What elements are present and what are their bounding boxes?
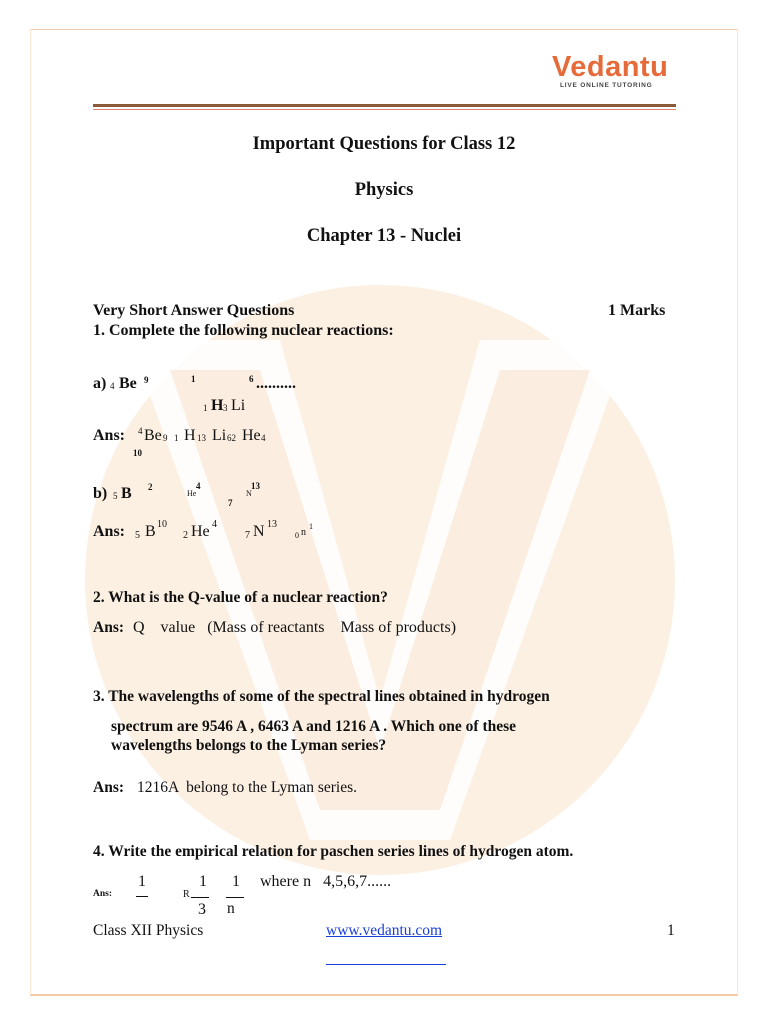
q1b-seven: 7 (228, 498, 233, 508)
q4-fraction-bar-1 (136, 896, 148, 897)
q1a-sup1: 1 (191, 374, 196, 384)
q1b-thirteen: 13 (251, 481, 260, 491)
q1a-h-sub: 1 (203, 403, 208, 413)
q1a-dots: .......... (256, 375, 296, 392)
q1a-li: Li (231, 397, 246, 414)
ans-b-s4: 4 (212, 519, 217, 530)
q1a-answer-label: Ans: (93, 427, 126, 444)
q1b-four: 4 (196, 481, 201, 491)
q1b-n: N (246, 489, 252, 498)
q2-answer-label: Ans: (93, 619, 125, 636)
logo-tagline: LIVE ONLINE TUTORING (560, 82, 653, 89)
q4-fraction-bar-3 (226, 897, 244, 898)
ans-b-s5: 5 (135, 530, 140, 541)
q4-numerator-3: 1 (232, 873, 240, 890)
page-border-bottom (30, 994, 738, 996)
q4-numerator-1: 1 (138, 873, 146, 890)
ans-b-s13: 13 (267, 519, 277, 530)
ans-b-n: N (253, 523, 265, 540)
ans-a-be: Be (144, 427, 162, 444)
q3-answer: 1216A belong to the Lyman series. (137, 779, 357, 796)
ans-b-s2: 2 (183, 530, 188, 541)
q1b-b-atomic: 5 (113, 491, 118, 501)
ans-b-nn: n (301, 527, 306, 538)
q1a-label: a) (93, 375, 107, 392)
q4-where: where n 4,5,6,7...... (260, 873, 392, 890)
ans-a-s13: 13 (197, 433, 206, 443)
page-border-left (30, 29, 31, 995)
page-border-top (30, 29, 738, 30)
footer-website-link[interactable]: www.vedantu.com (326, 922, 443, 939)
ans-b-s10: 10 (157, 519, 167, 530)
q1a-h: H (211, 397, 224, 414)
page-number: 1 (667, 922, 675, 939)
q4-denominator-n: n (227, 900, 235, 917)
section-marks: 1 Marks (608, 302, 666, 319)
ans-a-ten: 10 (133, 448, 142, 458)
footer-link-underline (326, 964, 446, 965)
page-border-right (737, 29, 738, 995)
question-1: 1. Complete the following nuclear reactions: (93, 322, 394, 339)
footer-class: Class XII Physics (93, 922, 204, 939)
q4-rydberg: R (183, 889, 190, 900)
ans-b-b: B (145, 523, 156, 540)
q3-answer-label: Ans: (93, 779, 125, 796)
q4-denominator-3: 3 (198, 901, 206, 918)
vedantu-logo (552, 52, 674, 94)
q1a-h3-sub: 3 (223, 403, 228, 413)
question-2: 2. What is the Q-value of a nuclear reaction? (93, 589, 388, 606)
ans-a-s4: 4 (261, 433, 266, 443)
question-3-line3: wavelengths belongs to the Lyman series? (111, 737, 387, 754)
question-3-line1: 3. The wavelengths of some of the spectral lines obtained in hydrogen (93, 688, 550, 705)
subject-title: Physics (354, 180, 414, 200)
ans-a-s1: 1 (174, 433, 179, 443)
header-rule-thin (93, 109, 676, 110)
ans-b-s0: 0 (295, 531, 299, 540)
ans-b-s7: 7 (245, 530, 250, 541)
ans-a-h: H (184, 427, 196, 444)
question-4: 4. Write the empirical relation for paschen series lines of hydrogen atom. (93, 843, 574, 860)
question-3-line2: spectrum are 9546 A , 6463 A and 1216 A . Which one of these (111, 718, 517, 735)
chapter-title: Chapter 13 - Nuclei (306, 226, 462, 246)
ans-a-sup4: 4 (138, 426, 143, 436)
q1a-be-atomic: 4 (110, 381, 115, 391)
header-rule (93, 104, 676, 107)
q1a-sup9: 9 (144, 375, 149, 385)
q4-fraction-bar-2 (191, 897, 209, 898)
section-heading: Very Short Answer Questions (93, 302, 295, 319)
q1b-two: 2 (148, 482, 153, 492)
ans-b-s1: 1 (309, 522, 313, 531)
q1a-sup6: 6 (249, 374, 254, 384)
page-title: Important Questions for Class 12 (252, 134, 516, 154)
q1a-be: Be (119, 375, 137, 392)
q1b-answer-label: Ans: (93, 523, 126, 540)
logo-wordmark: Vedantu (552, 51, 669, 83)
q4-answer-label: Ans: (93, 889, 113, 899)
q4-numerator-2: 1 (199, 873, 207, 890)
q1b-b: B (121, 485, 132, 502)
ans-a-he: He (242, 427, 261, 444)
q1b-he: He (187, 489, 197, 498)
ans-a-s62: 62 (227, 433, 236, 443)
q1b-label: b) (93, 485, 108, 502)
q2-answer: Q value (Mass of reactants Mass of products) (133, 619, 457, 636)
ans-a-s9: 9 (163, 433, 168, 443)
ans-a-li: Li (212, 427, 227, 444)
ans-b-he: He (191, 523, 210, 540)
